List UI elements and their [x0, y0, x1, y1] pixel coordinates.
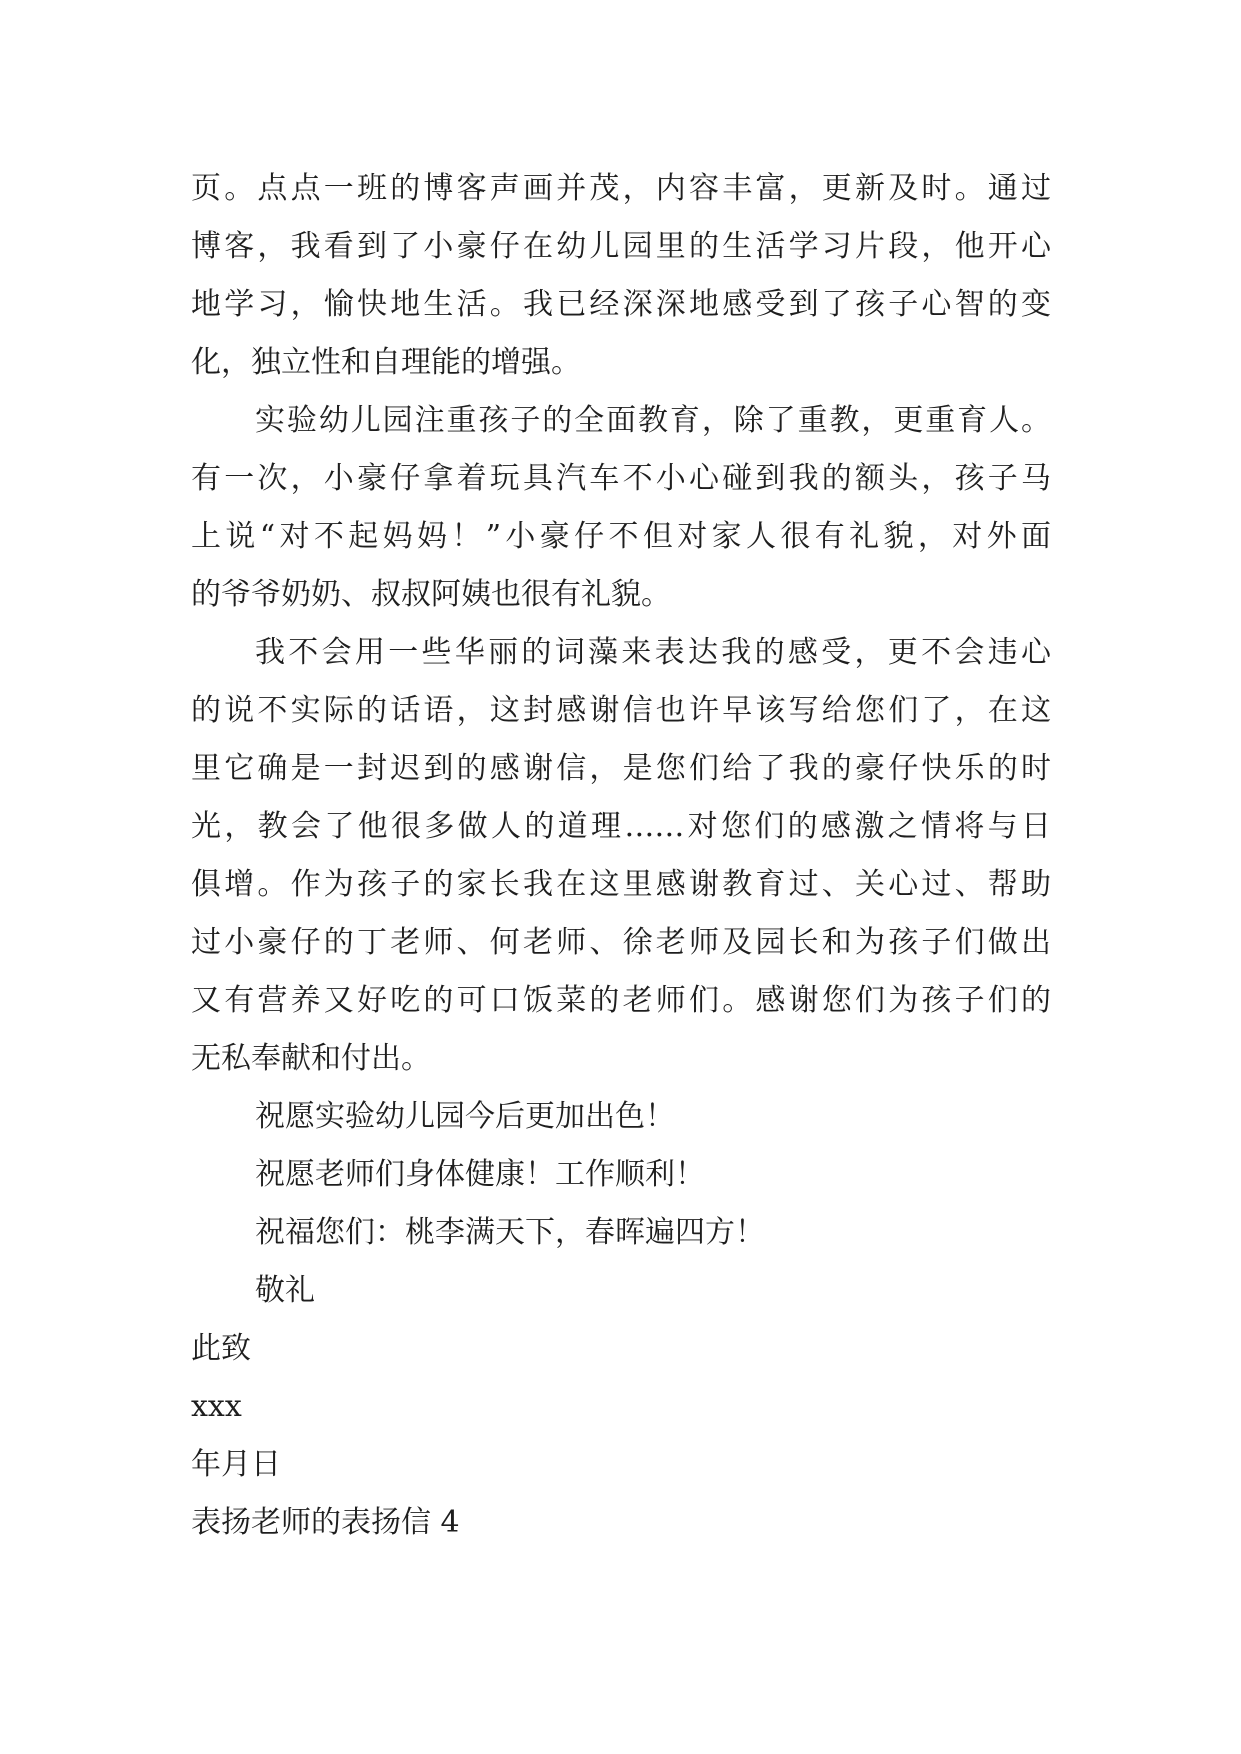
paragraph-first-line: 我不会用一些华丽的词藻来表达我的感受，更不会违心: [255, 635, 1051, 670]
paragraph-first-line: 实验幼儿园注重孩子的全面教育，除了重教，更重育人。: [255, 403, 1051, 438]
letter-body: [191, 160, 1051, 1552]
text-line: 俱增。作为孩子的家长我在这里感谢教育过、关心过、帮助: [191, 867, 1051, 902]
text-line: 地学习，愉快地生活。我已经深深地感受到了孩子心智的变: [191, 287, 1051, 322]
text-line: 光，教会了他很多做人的道理……对您们的感激之情将与日: [191, 809, 1051, 844]
salutation-line: 敬礼: [255, 1273, 315, 1308]
text-line: 化，独立性和自理能的增强。: [191, 345, 581, 380]
text-line: 过小豪仔的丁老师、何老师、徐老师及园长和为孩子们做出: [191, 925, 1051, 960]
wish-line: 祝福您们：桃李满天下，春晖遍四方！: [255, 1215, 765, 1250]
section-heading: 表扬老师的表扬信 4: [191, 1505, 460, 1540]
text-line: 又有营养又好吃的可口饭菜的老师们。感谢您们为孩子们的: [191, 983, 1051, 1018]
signature-line: xxx: [191, 1389, 242, 1424]
closing-line: 此致: [191, 1331, 251, 1366]
text-line: 上说“对不起妈妈！”小豪仔不但对家人很有礼貌，对外面: [191, 519, 1051, 554]
text-line: 有一次，小豪仔拿着玩具汽车不小心碰到我的额头，孩子马: [191, 461, 1051, 496]
wish-line: 祝愿实验幼儿园今后更加出色！: [255, 1099, 675, 1134]
date-line: 年月日: [191, 1447, 281, 1482]
text-line: 博客，我看到了小豪仔在幼儿园里的生活学习片段，他开心: [191, 229, 1051, 264]
text-line: 无私奉献和付出。: [191, 1041, 431, 1076]
text-line: 页。点点一班的博客声画并茂，内容丰富，更新及时。通过: [191, 171, 1051, 206]
text-line: 的爷爷奶奶、叔叔阿姨也很有礼貌。: [191, 577, 671, 612]
text-line: 里它确是一封迟到的感谢信，是您们给了我的豪仔快乐的时: [191, 751, 1051, 786]
wish-line: 祝愿老师们身体健康！工作顺利！: [255, 1157, 705, 1192]
text-line: 的说不实际的话语，这封感谢信也许早该写给您们了，在这: [191, 693, 1051, 728]
